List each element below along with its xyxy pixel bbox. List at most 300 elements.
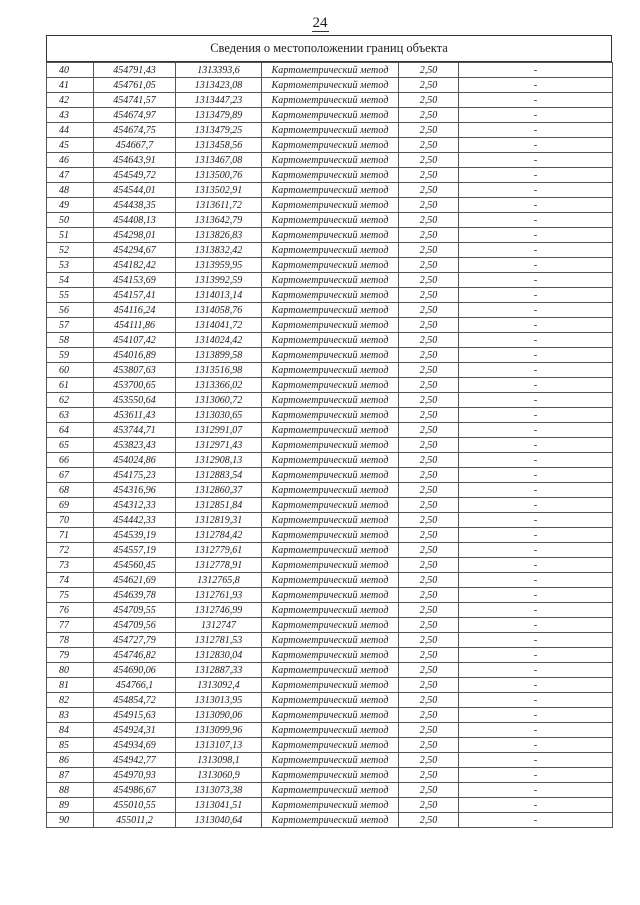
point-number-cell: 64: [47, 423, 94, 438]
table-row: [47, 798, 613, 813]
y-coordinate-cell: 1313992,59: [176, 273, 262, 288]
point-number-cell: 42: [47, 93, 94, 108]
y-coordinate-cell: 1314013,14: [176, 288, 262, 303]
table-row: [47, 138, 613, 153]
x-coordinate-cell: 453807,63: [94, 363, 176, 378]
x-coordinate-cell: 454560,45: [94, 558, 176, 573]
table-row: [47, 663, 613, 678]
method-cell: Картометрический метод: [262, 663, 399, 678]
note-cell: -: [459, 138, 613, 153]
table-row: [47, 123, 613, 138]
accuracy-cell: 2,50: [399, 588, 459, 603]
note-cell: -: [459, 663, 613, 678]
table-row: [47, 723, 613, 738]
x-coordinate-cell: 454746,82: [94, 648, 176, 663]
x-coordinate-cell: 454934,69: [94, 738, 176, 753]
point-number-cell: 49: [47, 198, 94, 213]
y-coordinate-cell: 1312830,04: [176, 648, 262, 663]
accuracy-cell: 2,50: [399, 318, 459, 333]
accuracy-cell: 2,50: [399, 78, 459, 93]
note-cell: -: [459, 708, 613, 723]
point-number-cell: 62: [47, 393, 94, 408]
accuracy-cell: 2,50: [399, 393, 459, 408]
table-row: [47, 708, 613, 723]
method-cell: Картометрический метод: [262, 723, 399, 738]
point-number-cell: 47: [47, 168, 94, 183]
note-cell: -: [459, 183, 613, 198]
x-coordinate-cell: 454111,86: [94, 318, 176, 333]
point-number-cell: 89: [47, 798, 94, 813]
y-coordinate-cell: 1313479,25: [176, 123, 262, 138]
x-coordinate-cell: 454316,96: [94, 483, 176, 498]
table-row: [47, 468, 613, 483]
x-coordinate-cell: 454438,35: [94, 198, 176, 213]
method-cell: Картометрический метод: [262, 273, 399, 288]
accuracy-cell: 2,50: [399, 543, 459, 558]
accuracy-cell: 2,50: [399, 573, 459, 588]
method-cell: Картометрический метод: [262, 63, 399, 78]
y-coordinate-cell: 1313060,72: [176, 393, 262, 408]
note-cell: -: [459, 738, 613, 753]
table-row: [47, 438, 613, 453]
method-cell: Картометрический метод: [262, 813, 399, 828]
point-number-cell: 84: [47, 723, 94, 738]
note-cell: -: [459, 513, 613, 528]
method-cell: Картометрический метод: [262, 183, 399, 198]
accuracy-cell: 2,50: [399, 303, 459, 318]
method-cell: Картометрический метод: [262, 378, 399, 393]
method-cell: Картометрический метод: [262, 78, 399, 93]
x-coordinate-cell: 454674,97: [94, 108, 176, 123]
method-cell: Картометрический метод: [262, 738, 399, 753]
x-coordinate-cell: 454639,78: [94, 588, 176, 603]
x-coordinate-cell: 454766,1: [94, 678, 176, 693]
y-coordinate-cell: 1313502,91: [176, 183, 262, 198]
table-row: [47, 363, 613, 378]
note-cell: -: [459, 333, 613, 348]
method-cell: Картометрический метод: [262, 573, 399, 588]
y-coordinate-cell: 1313366,02: [176, 378, 262, 393]
y-coordinate-cell: 1313099,96: [176, 723, 262, 738]
note-cell: -: [459, 528, 613, 543]
x-coordinate-cell: 453823,43: [94, 438, 176, 453]
accuracy-cell: 2,50: [399, 438, 459, 453]
y-coordinate-cell: 1312747: [176, 618, 262, 633]
note-cell: -: [459, 318, 613, 333]
y-coordinate-cell: 1313642,79: [176, 213, 262, 228]
coordinates-table: [46, 62, 613, 828]
point-number-cell: 43: [47, 108, 94, 123]
y-coordinate-cell: 1312784,42: [176, 528, 262, 543]
x-coordinate-cell: 453744,71: [94, 423, 176, 438]
accuracy-cell: 2,50: [399, 273, 459, 288]
table-row: [47, 378, 613, 393]
note-cell: -: [459, 723, 613, 738]
accuracy-cell: 2,50: [399, 798, 459, 813]
accuracy-cell: 2,50: [399, 483, 459, 498]
note-cell: -: [459, 468, 613, 483]
method-cell: Картометрический метод: [262, 288, 399, 303]
accuracy-cell: 2,50: [399, 663, 459, 678]
coordinates-table-body: [47, 63, 613, 828]
method-cell: Картометрический метод: [262, 798, 399, 813]
note-cell: -: [459, 363, 613, 378]
table-row: [47, 648, 613, 663]
note-cell: -: [459, 768, 613, 783]
table-row: [47, 333, 613, 348]
point-number-cell: 82: [47, 693, 94, 708]
method-cell: Картометрический метод: [262, 708, 399, 723]
note-cell: -: [459, 453, 613, 468]
accuracy-cell: 2,50: [399, 93, 459, 108]
x-coordinate-cell: 454709,56: [94, 618, 176, 633]
method-cell: Картометрический метод: [262, 138, 399, 153]
y-coordinate-cell: 1313040,64: [176, 813, 262, 828]
note-cell: -: [459, 348, 613, 363]
method-cell: Картометрический метод: [262, 618, 399, 633]
point-number-cell: 63: [47, 408, 94, 423]
method-cell: Картометрический метод: [262, 633, 399, 648]
accuracy-cell: 2,50: [399, 453, 459, 468]
method-cell: Картометрический метод: [262, 483, 399, 498]
x-coordinate-cell: 454761,05: [94, 78, 176, 93]
table-row: [47, 768, 613, 783]
table-row: [47, 348, 613, 363]
note-cell: -: [459, 603, 613, 618]
method-cell: Картометрический метод: [262, 303, 399, 318]
accuracy-cell: 2,50: [399, 603, 459, 618]
accuracy-cell: 2,50: [399, 288, 459, 303]
method-cell: Картометрический метод: [262, 168, 399, 183]
x-coordinate-cell: 453700,65: [94, 378, 176, 393]
point-number-cell: 50: [47, 213, 94, 228]
point-number-cell: 78: [47, 633, 94, 648]
accuracy-cell: 2,50: [399, 63, 459, 78]
x-coordinate-cell: 454298,01: [94, 228, 176, 243]
point-number-cell: 60: [47, 363, 94, 378]
x-coordinate-cell: 454741,57: [94, 93, 176, 108]
point-number-cell: 77: [47, 618, 94, 633]
x-coordinate-cell: 454294,67: [94, 243, 176, 258]
method-cell: Картометрический метод: [262, 783, 399, 798]
y-coordinate-cell: 1312781,53: [176, 633, 262, 648]
accuracy-cell: 2,50: [399, 108, 459, 123]
accuracy-cell: 2,50: [399, 738, 459, 753]
note-cell: -: [459, 543, 613, 558]
table-row: [47, 228, 613, 243]
table-row: [47, 678, 613, 693]
table-row: [47, 783, 613, 798]
x-coordinate-cell: 454549,72: [94, 168, 176, 183]
accuracy-cell: 2,50: [399, 528, 459, 543]
method-cell: Картометрический метод: [262, 108, 399, 123]
y-coordinate-cell: 1313060,9: [176, 768, 262, 783]
note-cell: -: [459, 588, 613, 603]
point-number-cell: 59: [47, 348, 94, 363]
y-coordinate-cell: 1314024,42: [176, 333, 262, 348]
point-number-cell: 57: [47, 318, 94, 333]
note-cell: -: [459, 678, 613, 693]
method-cell: Картометрический метод: [262, 333, 399, 348]
y-coordinate-cell: 1313467,08: [176, 153, 262, 168]
note-cell: -: [459, 288, 613, 303]
point-number-cell: 68: [47, 483, 94, 498]
point-number-cell: 85: [47, 738, 94, 753]
method-cell: Картометрический метод: [262, 258, 399, 273]
table-row: [47, 243, 613, 258]
point-number-cell: 76: [47, 603, 94, 618]
accuracy-cell: 2,50: [399, 183, 459, 198]
method-cell: Картометрический метод: [262, 603, 399, 618]
method-cell: Картометрический метод: [262, 228, 399, 243]
x-coordinate-cell: 454557,19: [94, 543, 176, 558]
accuracy-cell: 2,50: [399, 138, 459, 153]
y-coordinate-cell: 1312971,43: [176, 438, 262, 453]
note-cell: -: [459, 498, 613, 513]
x-coordinate-cell: 455011,2: [94, 813, 176, 828]
note-cell: -: [459, 258, 613, 273]
accuracy-cell: 2,50: [399, 618, 459, 633]
point-number-cell: 87: [47, 768, 94, 783]
x-coordinate-cell: 454442,33: [94, 513, 176, 528]
method-cell: Картометрический метод: [262, 558, 399, 573]
accuracy-cell: 2,50: [399, 168, 459, 183]
point-number-cell: 48: [47, 183, 94, 198]
point-number-cell: 56: [47, 303, 94, 318]
x-coordinate-cell: 454024,86: [94, 453, 176, 468]
point-number-cell: 67: [47, 468, 94, 483]
accuracy-cell: 2,50: [399, 783, 459, 798]
x-coordinate-cell: 454312,33: [94, 498, 176, 513]
method-cell: Картометрический метод: [262, 348, 399, 363]
x-coordinate-cell: 454643,91: [94, 153, 176, 168]
method-cell: Картометрический метод: [262, 243, 399, 258]
note-cell: -: [459, 783, 613, 798]
point-number-cell: 61: [47, 378, 94, 393]
point-number-cell: 71: [47, 528, 94, 543]
note-cell: -: [459, 573, 613, 588]
y-coordinate-cell: 1313899,58: [176, 348, 262, 363]
x-coordinate-cell: 454727,79: [94, 633, 176, 648]
y-coordinate-cell: 1312860,37: [176, 483, 262, 498]
y-coordinate-cell: 1313090,06: [176, 708, 262, 723]
note-cell: -: [459, 243, 613, 258]
y-coordinate-cell: 1312819,31: [176, 513, 262, 528]
point-number-cell: 41: [47, 78, 94, 93]
y-coordinate-cell: 1313832,42: [176, 243, 262, 258]
table-row: [47, 543, 613, 558]
point-number-cell: 44: [47, 123, 94, 138]
accuracy-cell: 2,50: [399, 213, 459, 228]
accuracy-cell: 2,50: [399, 123, 459, 138]
table-row: [47, 258, 613, 273]
point-number-cell: 90: [47, 813, 94, 828]
x-coordinate-cell: 454175,23: [94, 468, 176, 483]
note-cell: -: [459, 93, 613, 108]
point-number-cell: 83: [47, 708, 94, 723]
method-cell: Картометрический метод: [262, 528, 399, 543]
table-row: [47, 198, 613, 213]
table-row: [47, 318, 613, 333]
y-coordinate-cell: 1312779,61: [176, 543, 262, 558]
point-number-cell: 54: [47, 273, 94, 288]
table-row: [47, 108, 613, 123]
note-cell: -: [459, 213, 613, 228]
y-coordinate-cell: 1312883,54: [176, 468, 262, 483]
method-cell: Картометрический метод: [262, 453, 399, 468]
y-coordinate-cell: 1312908,13: [176, 453, 262, 468]
table-row: [47, 168, 613, 183]
point-number-cell: 88: [47, 783, 94, 798]
table-row: [47, 393, 613, 408]
y-coordinate-cell: 1313500,76: [176, 168, 262, 183]
point-number-cell: 66: [47, 453, 94, 468]
table-row: [47, 633, 613, 648]
note-cell: -: [459, 483, 613, 498]
x-coordinate-cell: 454667,7: [94, 138, 176, 153]
y-coordinate-cell: 1313959,95: [176, 258, 262, 273]
table-row: [47, 153, 613, 168]
table-row: [47, 693, 613, 708]
y-coordinate-cell: 1312887,33: [176, 663, 262, 678]
y-coordinate-cell: 1313013,95: [176, 693, 262, 708]
note-cell: -: [459, 108, 613, 123]
method-cell: Картометрический метод: [262, 198, 399, 213]
x-coordinate-cell: 454674,75: [94, 123, 176, 138]
point-number-cell: 69: [47, 498, 94, 513]
note-cell: -: [459, 753, 613, 768]
x-coordinate-cell: 454709,55: [94, 603, 176, 618]
x-coordinate-cell: 454690,06: [94, 663, 176, 678]
note-cell: -: [459, 198, 613, 213]
y-coordinate-cell: 1313447,23: [176, 93, 262, 108]
y-coordinate-cell: 1313393,6: [176, 63, 262, 78]
note-cell: -: [459, 693, 613, 708]
x-coordinate-cell: 454915,63: [94, 708, 176, 723]
point-number-cell: 74: [47, 573, 94, 588]
note-cell: -: [459, 78, 613, 93]
table-row: [47, 483, 613, 498]
x-coordinate-cell: 454116,24: [94, 303, 176, 318]
point-number-cell: 73: [47, 558, 94, 573]
method-cell: Картометрический метод: [262, 408, 399, 423]
x-coordinate-cell: 454986,67: [94, 783, 176, 798]
x-coordinate-cell: 454107,42: [94, 333, 176, 348]
method-cell: Картометрический метод: [262, 438, 399, 453]
table-row: [47, 408, 613, 423]
y-coordinate-cell: 1313041,51: [176, 798, 262, 813]
x-coordinate-cell: 454544,01: [94, 183, 176, 198]
y-coordinate-cell: 1312761,93: [176, 588, 262, 603]
accuracy-cell: 2,50: [399, 498, 459, 513]
table-row: [47, 603, 613, 618]
x-coordinate-cell: 454970,93: [94, 768, 176, 783]
x-coordinate-cell: 453611,43: [94, 408, 176, 423]
accuracy-cell: 2,50: [399, 153, 459, 168]
accuracy-cell: 2,50: [399, 693, 459, 708]
note-cell: -: [459, 228, 613, 243]
page-number-text: 24: [312, 15, 328, 31]
point-number-cell: 51: [47, 228, 94, 243]
y-coordinate-cell: 1313516,98: [176, 363, 262, 378]
accuracy-cell: 2,50: [399, 348, 459, 363]
table-row: [47, 423, 613, 438]
y-coordinate-cell: 1312851,84: [176, 498, 262, 513]
y-coordinate-cell: 1312778,91: [176, 558, 262, 573]
accuracy-cell: 2,50: [399, 423, 459, 438]
table-row: [47, 78, 613, 93]
table-row: [47, 273, 613, 288]
table-row: [47, 288, 613, 303]
table-row: [47, 513, 613, 528]
point-number-cell: 58: [47, 333, 94, 348]
note-cell: -: [459, 648, 613, 663]
y-coordinate-cell: 1313092,4: [176, 678, 262, 693]
method-cell: Картометрический метод: [262, 498, 399, 513]
y-coordinate-cell: 1313030,65: [176, 408, 262, 423]
method-cell: Картометрический метод: [262, 363, 399, 378]
accuracy-cell: 2,50: [399, 648, 459, 663]
x-coordinate-cell: 454182,42: [94, 258, 176, 273]
note-cell: -: [459, 423, 613, 438]
accuracy-cell: 2,50: [399, 678, 459, 693]
y-coordinate-cell: 1314058,76: [176, 303, 262, 318]
note-cell: -: [459, 813, 613, 828]
boundary-table: [46, 35, 612, 828]
method-cell: Картометрический метод: [262, 588, 399, 603]
table-row: [47, 498, 613, 513]
table-row: [47, 738, 613, 753]
table-row: [47, 528, 613, 543]
x-coordinate-cell: 454621,69: [94, 573, 176, 588]
accuracy-cell: 2,50: [399, 258, 459, 273]
method-cell: Картометрический метод: [262, 513, 399, 528]
method-cell: Картометрический метод: [262, 768, 399, 783]
y-coordinate-cell: 1313826,83: [176, 228, 262, 243]
y-coordinate-cell: 1312765,8: [176, 573, 262, 588]
method-cell: Картометрический метод: [262, 318, 399, 333]
method-cell: Картометрический метод: [262, 678, 399, 693]
method-cell: Картометрический метод: [262, 123, 399, 138]
accuracy-cell: 2,50: [399, 333, 459, 348]
table-row: [47, 183, 613, 198]
point-number-cell: 70: [47, 513, 94, 528]
table-row: [47, 453, 613, 468]
point-number-cell: 79: [47, 648, 94, 663]
accuracy-cell: 2,50: [399, 363, 459, 378]
x-coordinate-cell: 454153,69: [94, 273, 176, 288]
x-coordinate-cell: 454924,31: [94, 723, 176, 738]
method-cell: Картометрический метод: [262, 93, 399, 108]
note-cell: -: [459, 168, 613, 183]
accuracy-cell: 2,50: [399, 558, 459, 573]
point-number-cell: 80: [47, 663, 94, 678]
table-row: [47, 303, 613, 318]
x-coordinate-cell: 454016,89: [94, 348, 176, 363]
point-number-cell: 75: [47, 588, 94, 603]
method-cell: Картометрический метод: [262, 468, 399, 483]
y-coordinate-cell: 1313073,38: [176, 783, 262, 798]
note-cell: -: [459, 798, 613, 813]
note-cell: -: [459, 408, 613, 423]
table-row: [47, 618, 613, 633]
point-number-cell: 46: [47, 153, 94, 168]
x-coordinate-cell: 453550,64: [94, 393, 176, 408]
accuracy-cell: 2,50: [399, 408, 459, 423]
y-coordinate-cell: 1313098,1: [176, 753, 262, 768]
x-coordinate-cell: 455010,55: [94, 798, 176, 813]
accuracy-cell: 2,50: [399, 228, 459, 243]
